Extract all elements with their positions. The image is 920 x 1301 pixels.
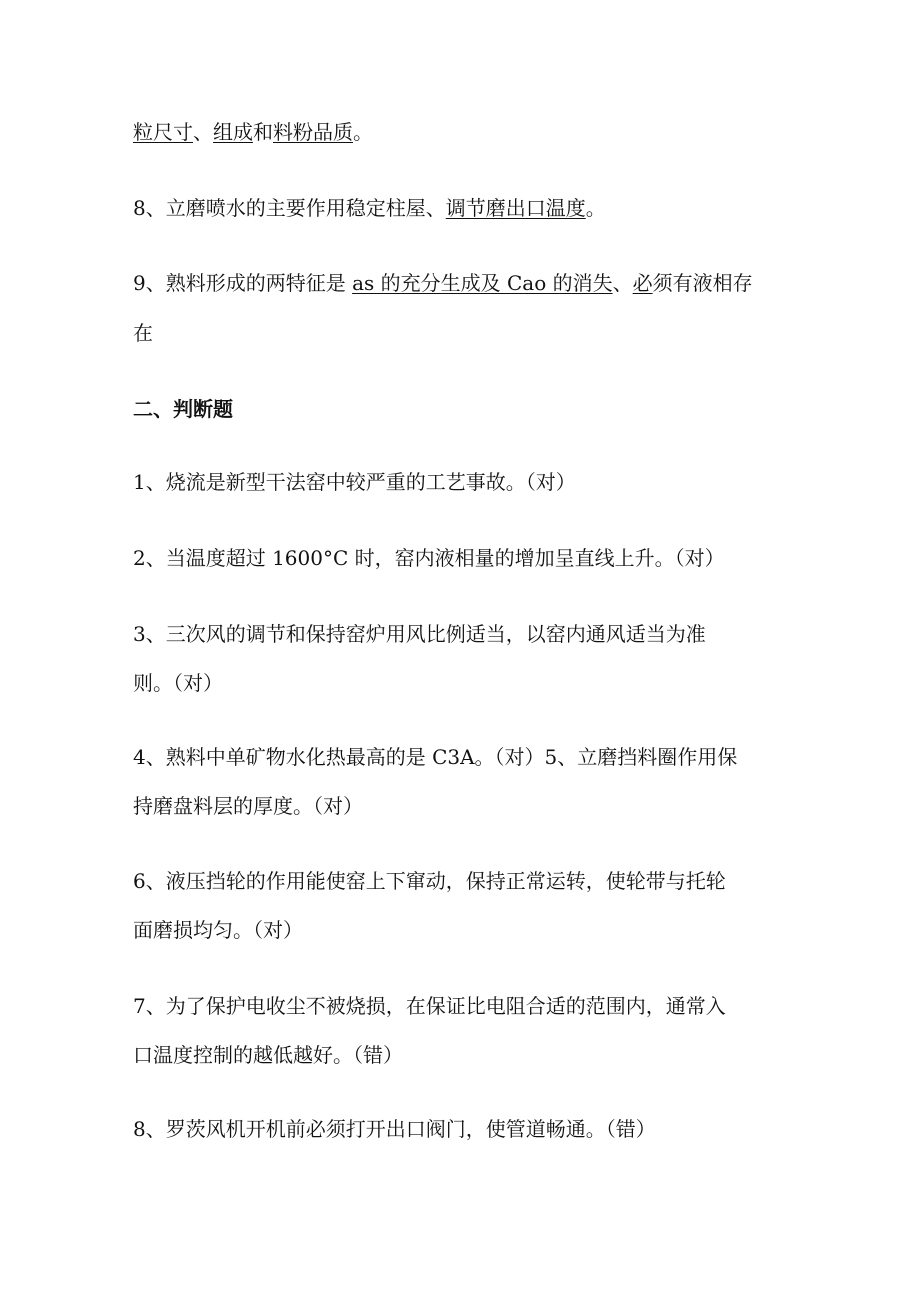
separator: 、: [193, 120, 213, 144]
judge-item-1: 1、烧流是新型干法窑中较严重的工艺事故。（对）: [133, 470, 576, 494]
blank-item-8: [133, 196, 606, 220]
judge-item-8: 8、罗茨风机开机前必须打开出口阀门，使管道畅通。（错）: [133, 1117, 656, 1141]
judge-item-4-continuation: 持磨盘料层的厚度。（对）: [133, 794, 363, 818]
answer-text: as 的充分生成及 Cao 的消失: [352, 271, 613, 295]
judge-item-7-continuation: 口温度控制的越低越好。（错）: [133, 1043, 403, 1067]
period: 。: [585, 196, 606, 220]
answer-text: 调节磨出口温度: [445, 196, 586, 220]
judge-item-2: 2、当温度超过 1600°C 时，窑内液相量的增加呈直线上升。（对）: [133, 546, 725, 570]
judge-item-6-continuation: 面磨损均匀。（对）: [133, 918, 303, 942]
judge-item-3: 3、三次风的调节和保持窑炉用风比例适当，以窑内通风适当为准: [133, 622, 706, 646]
blank-item-9-continuation: 在: [133, 321, 153, 345]
judge-item-6: 6、液压挡轮的作用能使窑上下窜动，保持正常运转，使轮带与托轮: [133, 869, 726, 893]
judge-item-3-continuation: 则。（对）: [133, 671, 223, 695]
judge-item-7: 7、为了保护电收尘不被烧损，在保证比电阻合适的范围内，通常入: [133, 994, 726, 1018]
answer-composition: 组成: [213, 120, 253, 144]
section-heading: 二、判断题: [133, 397, 233, 421]
separator: 、: [612, 271, 633, 295]
blank-item-1-continuation: [133, 120, 373, 144]
connector: 和: [253, 120, 273, 144]
answer-particle-size: 粒尺寸: [133, 120, 193, 144]
answer-rest: 须有液相存: [652, 271, 753, 295]
period: 。: [353, 120, 373, 144]
answer-powder-quality: 料粉品质: [273, 120, 353, 144]
question-text: 8、立磨喷水的主要作用稳定柱屋、: [133, 196, 446, 220]
question-text: 9、熟料形成的两特征是: [133, 271, 353, 295]
blank-item-9: [133, 271, 753, 295]
answer-text-2: 必: [632, 271, 653, 295]
judge-item-4: 4、熟料中单矿物水化热最高的是 C3A。（对）5、立磨挡料圈作用保: [133, 745, 738, 769]
